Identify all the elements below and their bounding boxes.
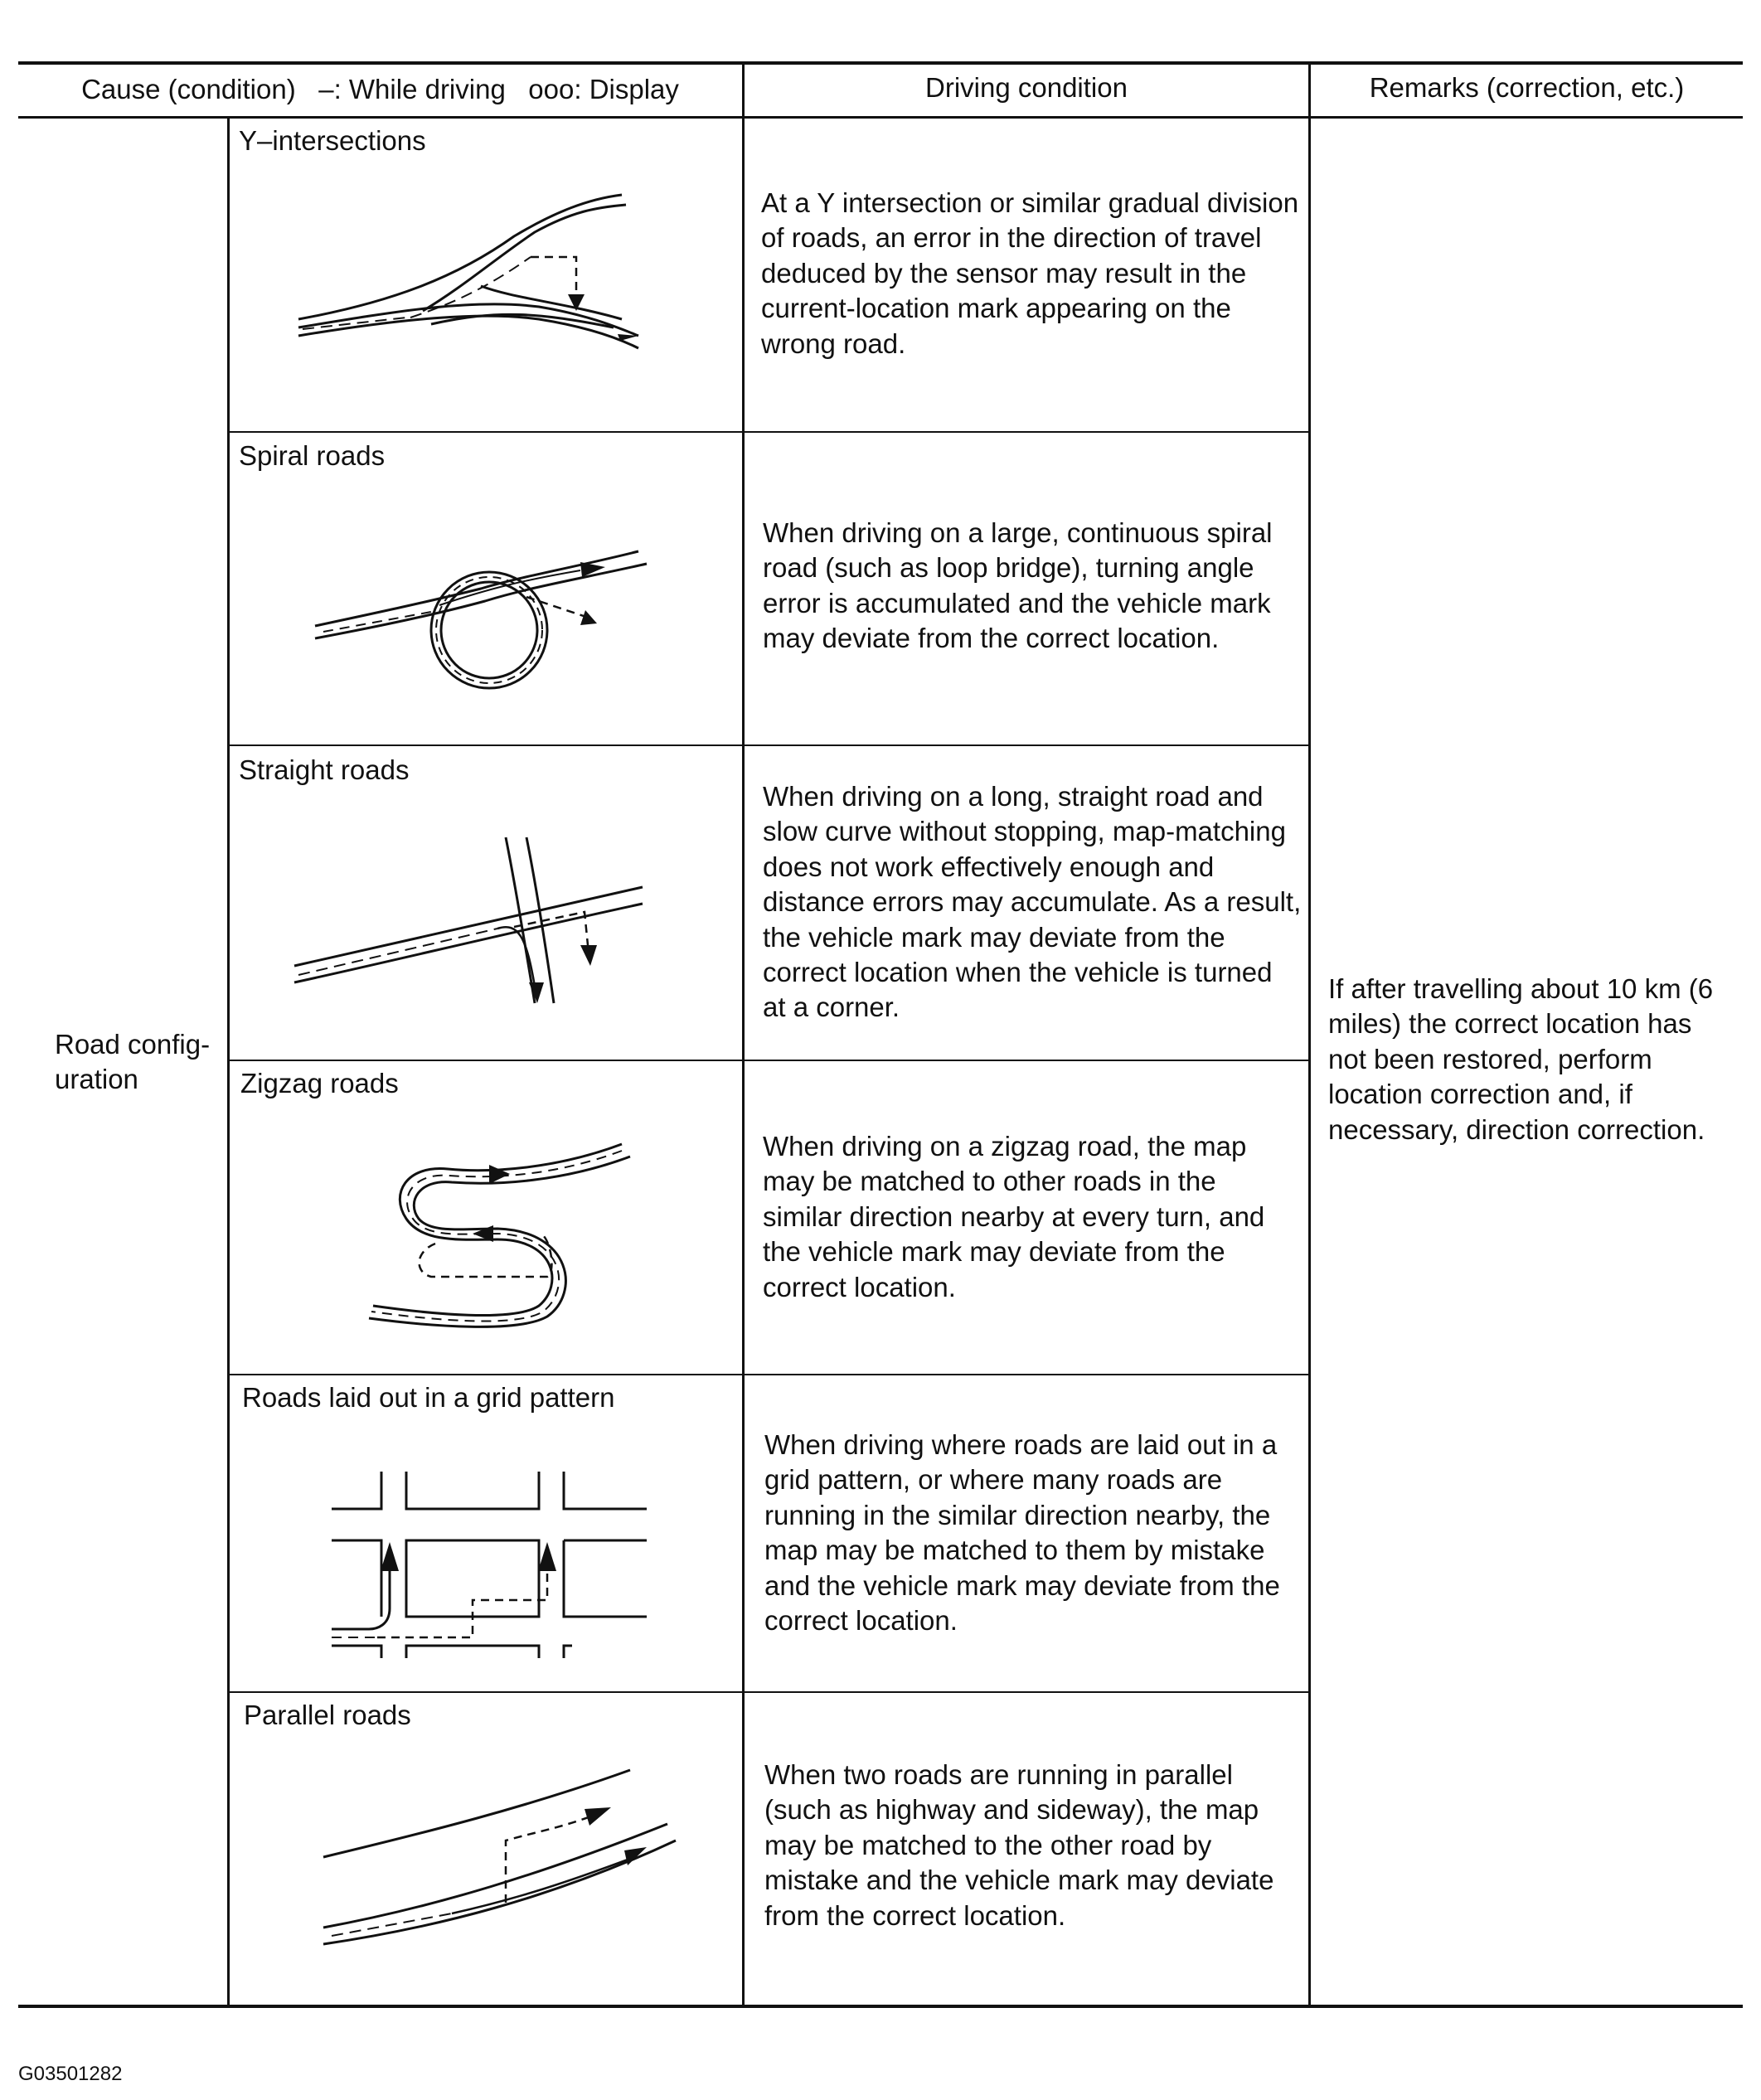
row-desc-parallel-roads: When two roads are running in parallel (such as highway and sideway), the map may be matched to the other road by mistake and the vehicle mark may deviate from the correct location. — [764, 1759, 1274, 1931]
header-remarks: Remarks (correction, etc.) — [1369, 72, 1685, 103]
row-label-straight-roads: Straight roads — [239, 754, 410, 785]
remarks-text: If after travelling about 10 km (6 miles) the correct location has not been restored, perform location correction and, if necessary, direction correction. — [1328, 973, 1714, 1145]
y-intersection-diagram-icon — [290, 187, 655, 361]
top-rule — [18, 61, 1743, 65]
straight-road-diagram-icon — [290, 829, 655, 1011]
figure-code: G03501282 — [18, 2063, 123, 2085]
row-desc-straight-roads: When driving on a long, straight road and slow curve without stopping, map-matching does not work effectively enough and distance errors may accumulate. As a result, the vehicle mark may deviate from the correct location when the vehicle is turned at a corner. — [763, 781, 1302, 1023]
row-label-spiral-roads: Spiral roads — [239, 440, 386, 471]
row-desc-grid-roads: When driving where roads are laid out in a grid pattern, or where many roads are running in the similar direction nearby, the map may be matched to them by mistake and the vehicle mark may deviate from the correct location. — [764, 1429, 1280, 1637]
row-rule-1 — [227, 431, 1310, 433]
row-label-y-intersections: Y–intersections — [239, 125, 426, 156]
spiral-road-diagram-icon — [307, 522, 655, 713]
bottom-rule — [18, 2005, 1743, 2008]
row-label-parallel-roads: Parallel roads — [244, 1700, 411, 1730]
header-bottom-rule — [18, 116, 1743, 119]
zigzag-road-diagram-icon — [357, 1136, 638, 1335]
category-line-1: Road config- — [55, 1029, 211, 1060]
header-cause: Cause (condition) –: While driving ooo: Display — [81, 74, 679, 104]
col-rule-2 — [742, 63, 745, 2006]
row-desc-zigzag-roads: When driving on a zigzag road, the map may be matched to other roads in the similar direction nearby at every turn, and the vehicle mark may deviate from the correct location. — [763, 1131, 1265, 1302]
col-rule-3 — [1308, 63, 1311, 2006]
parallel-roads-diagram-icon — [319, 1766, 684, 1957]
row-label-grid-roads: Roads laid out in a grid pattern — [242, 1382, 615, 1413]
header-driving-condition: Driving condition — [925, 72, 1128, 103]
row-desc-y-intersections: At a Y intersection or similar gradual division of roads, an error in the direction of travel deduced by the sensor may result in the current-location mark appearing on the wrong road. — [761, 187, 1299, 359]
row-rule-3 — [227, 1060, 1310, 1061]
category-line-2: uration — [55, 1064, 138, 1094]
category-label — [55, 1027, 221, 1097]
col-rule-1 — [227, 116, 230, 2006]
row-rule-5 — [227, 1691, 1310, 1693]
row-label-zigzag-roads: Zigzag roads — [240, 1068, 399, 1098]
grid-roads-diagram-icon — [327, 1467, 659, 1658]
row-rule-2 — [227, 744, 1310, 746]
row-desc-spiral-roads: When driving on a large, continuous spiral road (such as loop bridge), turning angle error is accumulated and the vehicle mark may deviate from the correct location. — [763, 517, 1273, 654]
row-rule-4 — [227, 1374, 1310, 1375]
